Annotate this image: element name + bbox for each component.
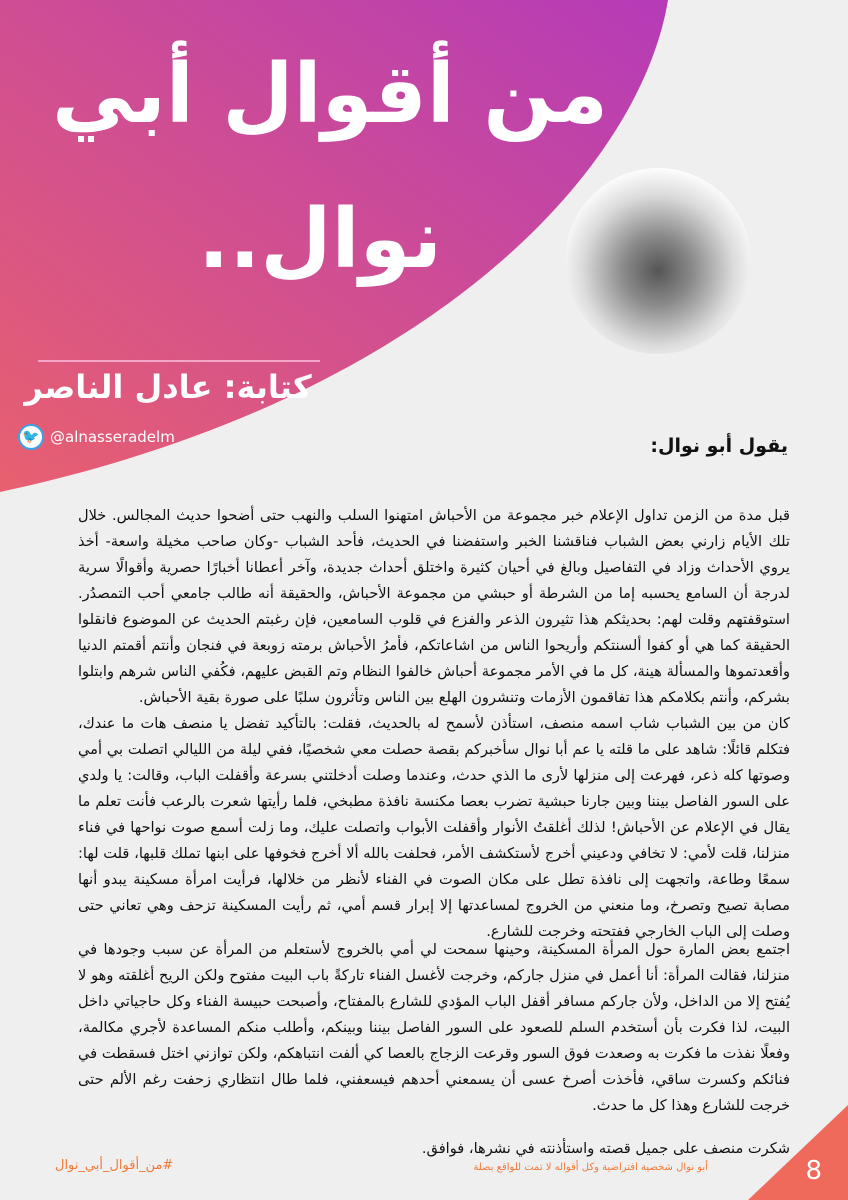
intro-heading: يقول أبو نوال: bbox=[650, 435, 788, 457]
page-title-line1: من أقوال أبي bbox=[52, 47, 608, 142]
paragraph-2: كان من بين الشباب شاب اسمه منصف، استأذن لأسمح له بالحديث، فقلت: بالتأكيد تفضل يا منصف هات ما عندك، فتكلم قائلًا: شاهد على ما قلته يا عم أبا نوال سأخبركم بقصة حصلت معي شخصيًا، ففي ليلة من الليالي اتصلت بي أمي وصوتها كله ذعر، فهرعت إلى منزلها لأرى ما الذي حدث، وعندما وصلت أدخلتني بسرعة وأقفلت الباب، وقالت: يا ولدي على السور الفاصل بيننا وبين جارنا حبشية تضرب بعصا مكنسة نافذة مطبخي، فلما رأيتها شعرت بالرعب فأنت تعلم ما يقال في الإعلام عن الأحباش! لذلك أغلقتُ الأنوار وأقفلت الأبواب واتصلت عليك، وما زلت أسمع صوت نواحها في فناء منزلنا، قلت لأمي: لا تخافي ودعيني أخرج لأستكشف الأمر، فحلفت بالله ألا أخرج فخوفها على ابنها تملك قلبها، قلت لها: سمعًا وطاعة، واتجهت إلى نافذة تطل على مكان الصوت في الفناء لأنظر من خلالها، فرأيت امرأة مسكينة يبدو أنها مصابة تصيح وتصرخ، وما منعني من الخروج لمساعدتها إلا إبرار قسم أمي، ثم رأيت المسكينة تزحف وهي تعاني حتى وصلت إلى الباب الخارجي ففتحته وخرجت للشارع. bbox=[78, 715, 790, 940]
paragraph-4: شكرت منصف على جميل قصته واستأذنته في نشرها، فوافق. bbox=[421, 1140, 790, 1157]
footer-hashtag[interactable]: #من_أقوال_أبي_نوال bbox=[55, 1158, 174, 1173]
footer-disclaimer: أبو نوال شخصية افتراضية وكل أقواله لا تمت للواقع بصلة bbox=[473, 1162, 708, 1173]
twitter-link[interactable] bbox=[18, 424, 175, 450]
twitter-handle: @alnasseradelm bbox=[50, 428, 175, 446]
page-title-line2: نوال.. bbox=[198, 192, 442, 287]
paragraph-3: اجتمع بعض المارة حول المرأة المسكينة، وحينها سمحت لي أمي بالخروج لأستعلم من المرأة عن سبب وجودها في منزلنا، فقالت المرأة: أنا أعمل في منزل جاركم، وخرجت لأغسل الفناء تاركةً باب البيت مفتوح ولكن الريح أغلقته وهو لا يُفتح إلا من الداخل، ولأن جاركم مسافر أقفل الباب المؤدي للشارع بالمفتاح، وأصبحت حبيسة الفناء وكل حاجياتي داخل البيت، لذا فكرت بأن أستخدم السلم للصعود على السور الفاصل بيننا وبينكم، وأطلب منكم المساعدة لأجري مكالمة، وفعلًا نفذت ما فكرت به وصعدت فوق السور وقرعت الزجاج بالعصا كي ألفت انتباهكم، ولكن توازني اختل فسقطت في فنائكم وكسرت ساقي، فأخذت أصرخ عسى أن يسمعني أحدهم فيسعفني، فلما طال انتظاري زحفت رغم الألم حتى خرجت للشارع وهذا كل ما حدث. bbox=[78, 941, 790, 1114]
title-divider bbox=[38, 360, 320, 362]
twitter-icon: 🐦 bbox=[18, 424, 44, 450]
author-byline: كتابة: عادل الناصر bbox=[24, 368, 312, 406]
page-number: 8 bbox=[805, 1156, 822, 1186]
abu-nawal-portrait bbox=[565, 168, 751, 354]
paragraph-1: قبل مدة من الزمن تداول الإعلام خبر مجموعة من الأحباش امتهنوا السلب والنهب حتى أضحوا حديث المجالس. خلال تلك الأيام زارني بعض الشباب فناقشنا الخبر واستفضنا في الحديث، فأحد الشباب -وكان صاحب مخيلة واسعة- أخذ يروي الأحداث وزاد في التفاصيل وبالغ في أحيان كثيرة واختلق أحداث جديدة، وآخر أعطانا أخبارًا حصرية وأقوالًا سرية لدرجة أن السامع يحسبه إما من الشرطة أو حبشي من مجموعة الأحباش، والحقيقة أنه طالب جامعي أحب التمصدُر. استوقفتهم وقلت لهم: بحديثكم هذا تثيرون الذعر والفزع في قلوب السامعين، فإن رغبتم الحديث عن الموضوع فانقلوا الحقيقة كما هي أو كفوا ألسنتكم وأريحوا الناس من اشاعاتكم، فأمرُ الأحباش برمته زوبعة في فنجان وأنتم أقمتم الدنيا وأقعدتموها والمسألة هينة، كل ما في الأمر مجموعة أحباش خالفوا النظام وتم القبض عليهم، فكُفي الناس شرهم وابتلوا بشركم، وأنتم بكلامكم هذا تفاقمون الأزمات وتنشرون الهلع بين الناس وتأثرون سلبًا على صورة بقية الأحباش. bbox=[78, 507, 790, 706]
page-corner-triangle bbox=[748, 1105, 848, 1200]
